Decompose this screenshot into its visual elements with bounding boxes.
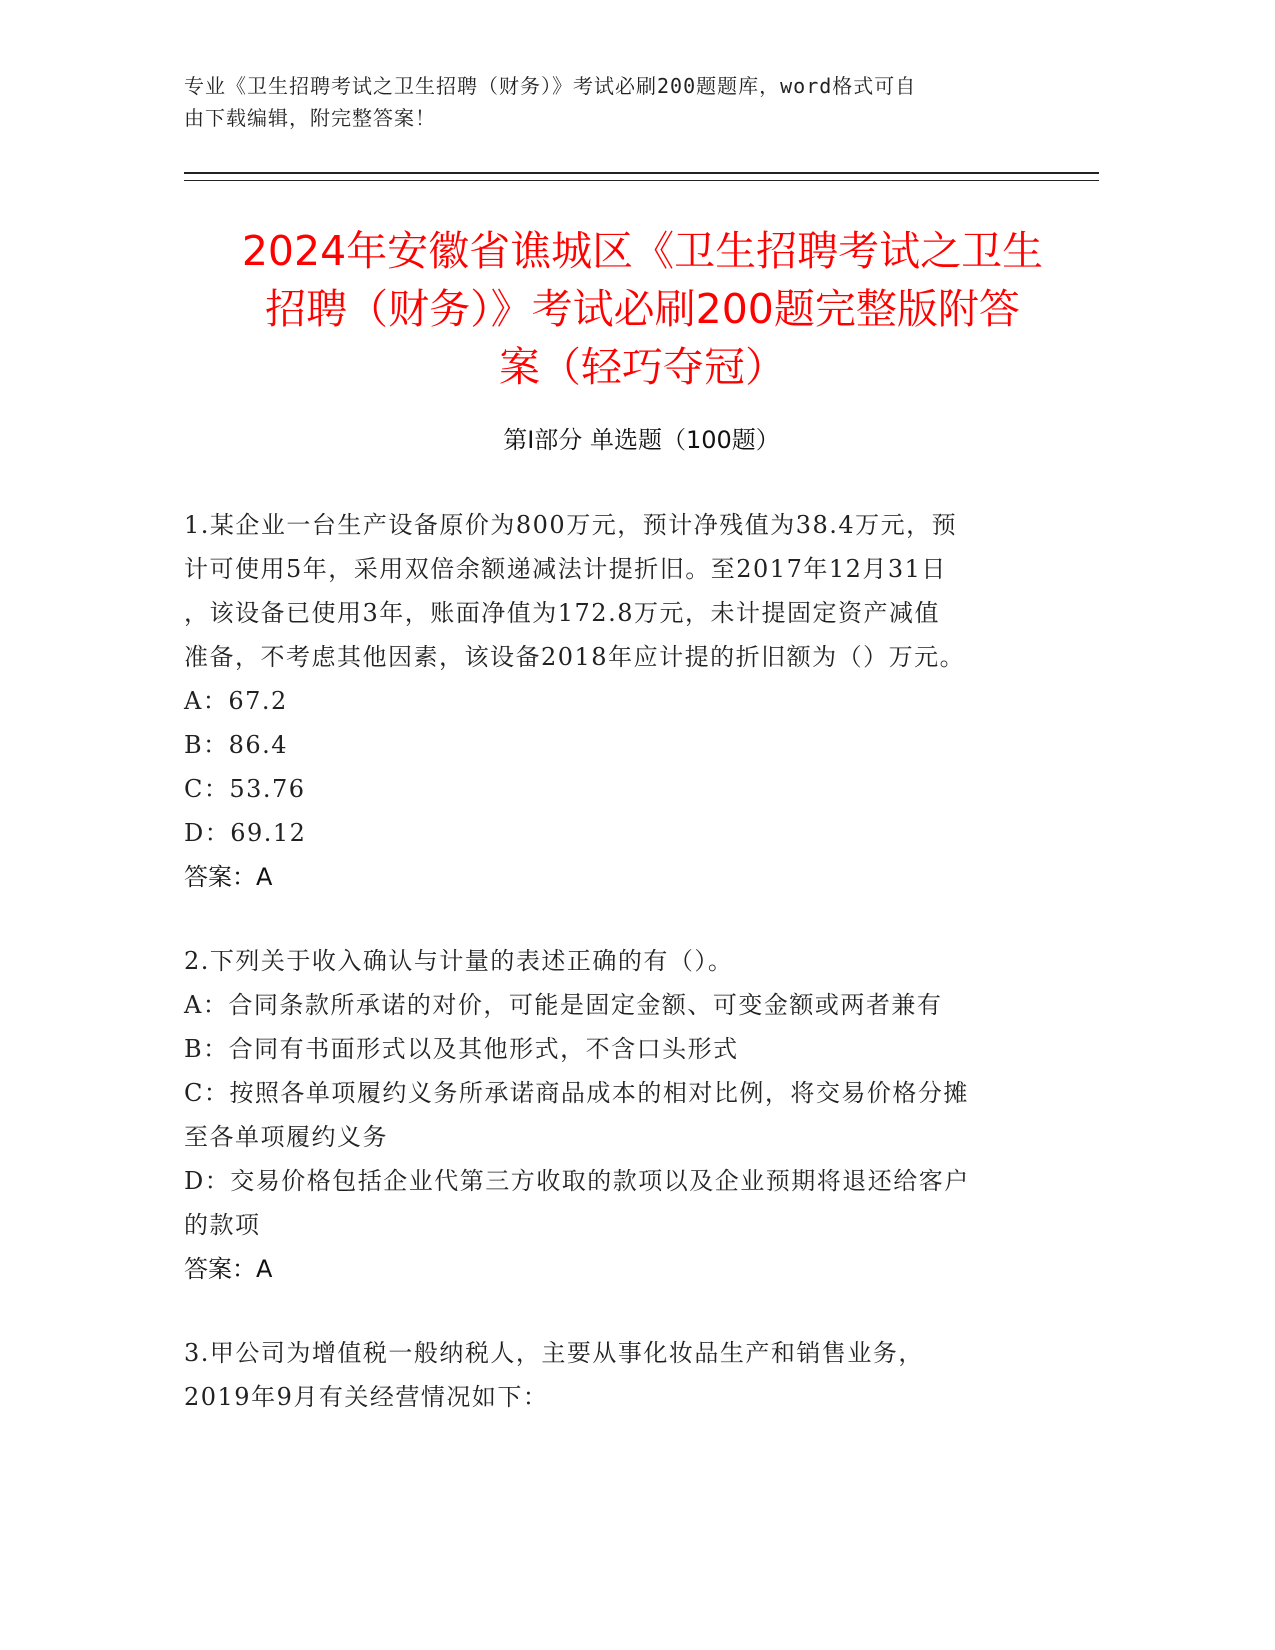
document-title-line: 2024年安徽省谯城区《卫生招聘考试之卫生 bbox=[241, 227, 1044, 275]
header-note bbox=[184, 70, 1084, 134]
option-d: D：交易价格包括企业代第三方收取的款项以及企业预期将退还给客户 bbox=[184, 1167, 970, 1195]
header-divider-thick bbox=[184, 172, 1099, 174]
question-stem-line: 2.下列关于收入确认与计量的表述正确的有（）。 bbox=[184, 947, 734, 975]
option-b: B：86.4 bbox=[184, 731, 289, 759]
question-3 bbox=[184, 1331, 1054, 1419]
option-c-continuation: 至各单项履约义务 bbox=[184, 1123, 388, 1151]
question-stem-line: 3.甲公司为增值税一般纳税人，主要从事化妆品生产和销售业务， bbox=[184, 1339, 924, 1367]
document-title-line: 招聘（财务）》考试必刷200题完整版附答 bbox=[265, 285, 1020, 333]
question-1 bbox=[184, 503, 1054, 899]
question-stem-line: 2019年9月有关经营情况如下： bbox=[184, 1383, 549, 1411]
question-stem-line: 1.某企业一台生产设备原价为800万元，预计净残值为38.4万元，预 bbox=[184, 511, 958, 539]
option-d: D：69.12 bbox=[184, 819, 307, 847]
option-a: A：67.2 bbox=[184, 687, 288, 715]
header-divider-thin bbox=[184, 180, 1099, 181]
header-note-line: 由下载编辑，附完整答案！ bbox=[184, 106, 436, 130]
option-d-continuation: 的款项 bbox=[184, 1211, 261, 1239]
option-b: B：合同有书面形式以及其他形式，不含口头形式 bbox=[184, 1035, 739, 1063]
section-title: 第Ⅰ部分 单选题（100题） bbox=[503, 426, 780, 454]
question-stem-line: 计可使用5年，采用双倍余额递减法计提折旧。至2017年12月31日 bbox=[184, 555, 947, 583]
option-c: C：53.76 bbox=[184, 775, 306, 803]
document-title bbox=[175, 222, 1110, 396]
question-2 bbox=[184, 939, 1054, 1291]
answer-label: 答案：A bbox=[184, 863, 273, 891]
option-a: A：合同条款所承诺的对价，可能是固定金额、可变金额或两者兼有 bbox=[184, 991, 943, 1019]
document-title-line: 案（轻巧夺冠） bbox=[499, 343, 786, 391]
question-stem-line: 准备，不考虑其他因素，该设备2018年应计提的折旧额为（）万元。 bbox=[184, 643, 966, 671]
answer-label: 答案：A bbox=[184, 1255, 273, 1283]
option-c: C：按照各单项履约义务所承诺商品成本的相对比例，将交易价格分摊 bbox=[184, 1079, 969, 1107]
question-stem-line: ，该设备已使用3年，账面净值为172.8万元，未计提固定资产减值 bbox=[184, 599, 940, 627]
header-note-line: 专业《卫生招聘考试之卫生招聘（财务）》考试必刷200题题库，word格式可自 bbox=[184, 74, 917, 98]
